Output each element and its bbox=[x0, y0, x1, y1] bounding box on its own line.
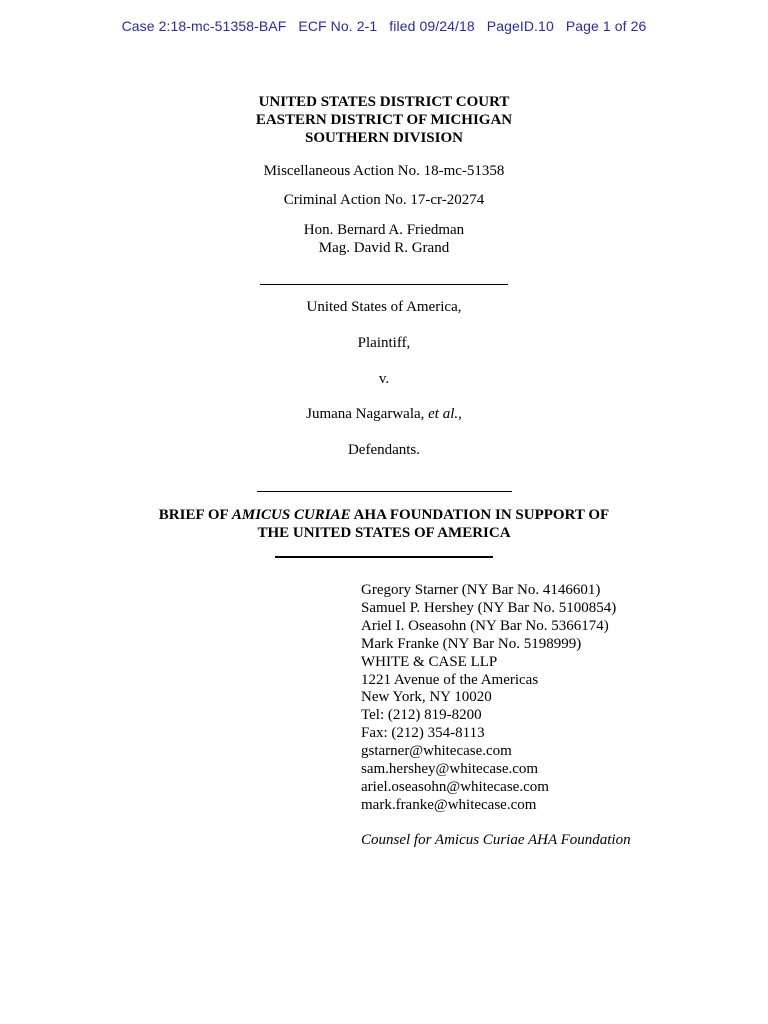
filed-date: filed 09/24/18 bbox=[389, 18, 475, 34]
brief-title-line2: THE UNITED STATES OF AMERICA bbox=[257, 525, 511, 541]
court-district: EASTERN DISTRICT OF MICHIGAN bbox=[255, 112, 513, 128]
firm-address-street: 1221 Avenue of the Americas bbox=[361, 671, 539, 688]
defendant-etal: et al. bbox=[428, 406, 459, 422]
brief-title-suffix: AHA FOUNDATION IN SUPPORT OF bbox=[350, 507, 610, 523]
court-division: SOUTHERN DIVISION bbox=[305, 130, 463, 146]
versus: v. bbox=[378, 371, 390, 387]
counsel-line: Ariel I. Oseasohn (NY Bar No. 5366174) bbox=[361, 617, 609, 634]
counsel-email: gstarner@whitecase.com bbox=[361, 743, 512, 760]
plaintiff-label: Plaintiff, bbox=[357, 335, 411, 351]
counsel-line: Samuel P. Hershey (NY Bar No. 5100854) bbox=[361, 599, 617, 616]
counsel-for-line: Counsel for Amicus Curiae AHA Foundation bbox=[361, 832, 631, 848]
caption-divider-bottom bbox=[257, 491, 512, 492]
brief-title-prefix: BRIEF OF bbox=[158, 507, 232, 523]
defendant-name-text: Jumana Nagarwala, bbox=[306, 406, 429, 422]
counsel-line: Mark Franke (NY Bar No. 5198999) bbox=[361, 635, 582, 652]
firm-address-city: New York, NY 10020 bbox=[361, 689, 492, 706]
counsel-email: mark.franke@whitecase.com bbox=[361, 796, 537, 813]
page-count: Page 1 of 26 bbox=[565, 18, 647, 34]
counsel-email: sam.hershey@whitecase.com bbox=[361, 761, 539, 778]
magistrate-name: Mag. David R. Grand bbox=[318, 240, 450, 256]
judges-block bbox=[0, 221, 768, 257]
court-heading bbox=[0, 93, 768, 147]
brief-title bbox=[0, 506, 768, 542]
misc-action-number: Miscellaneous Action No. 18-mc-51358 bbox=[263, 163, 505, 179]
defendant-name bbox=[0, 405, 768, 423]
defendant-label: Defendants. bbox=[347, 442, 421, 458]
firm-fax: Fax: (212) 354-8113 bbox=[361, 725, 485, 742]
plaintiff-name: United States of America, bbox=[306, 299, 462, 315]
brief-title-line1 bbox=[0, 506, 768, 524]
court-name: UNITED STATES DISTRICT COURT bbox=[258, 94, 510, 110]
firm-phone: Tel: (212) 819-8200 bbox=[361, 707, 482, 724]
ecf-number: ECF No. 2-1 bbox=[298, 18, 378, 34]
title-underline bbox=[275, 556, 493, 558]
ecf-filing-header bbox=[0, 18, 768, 34]
caption-divider-top bbox=[260, 284, 508, 285]
page-id: PageID.10 bbox=[486, 18, 554, 34]
firm-name: WHITE & CASE LLP bbox=[361, 653, 498, 670]
defendant-comma: , bbox=[458, 406, 462, 422]
counsel-block bbox=[361, 582, 616, 815]
judge-name: Hon. Bernard A. Friedman bbox=[303, 222, 465, 238]
case-number: Case 2:18-mc-51358-BAF bbox=[121, 18, 287, 34]
brief-title-amicus: AMICUS CURIAE bbox=[231, 507, 351, 523]
counsel-email: ariel.oseasohn@whitecase.com bbox=[361, 778, 549, 795]
counsel-line: Gregory Starner (NY Bar No. 4146601) bbox=[361, 582, 601, 598]
criminal-action-number: Criminal Action No. 17-cr-20274 bbox=[283, 192, 485, 208]
